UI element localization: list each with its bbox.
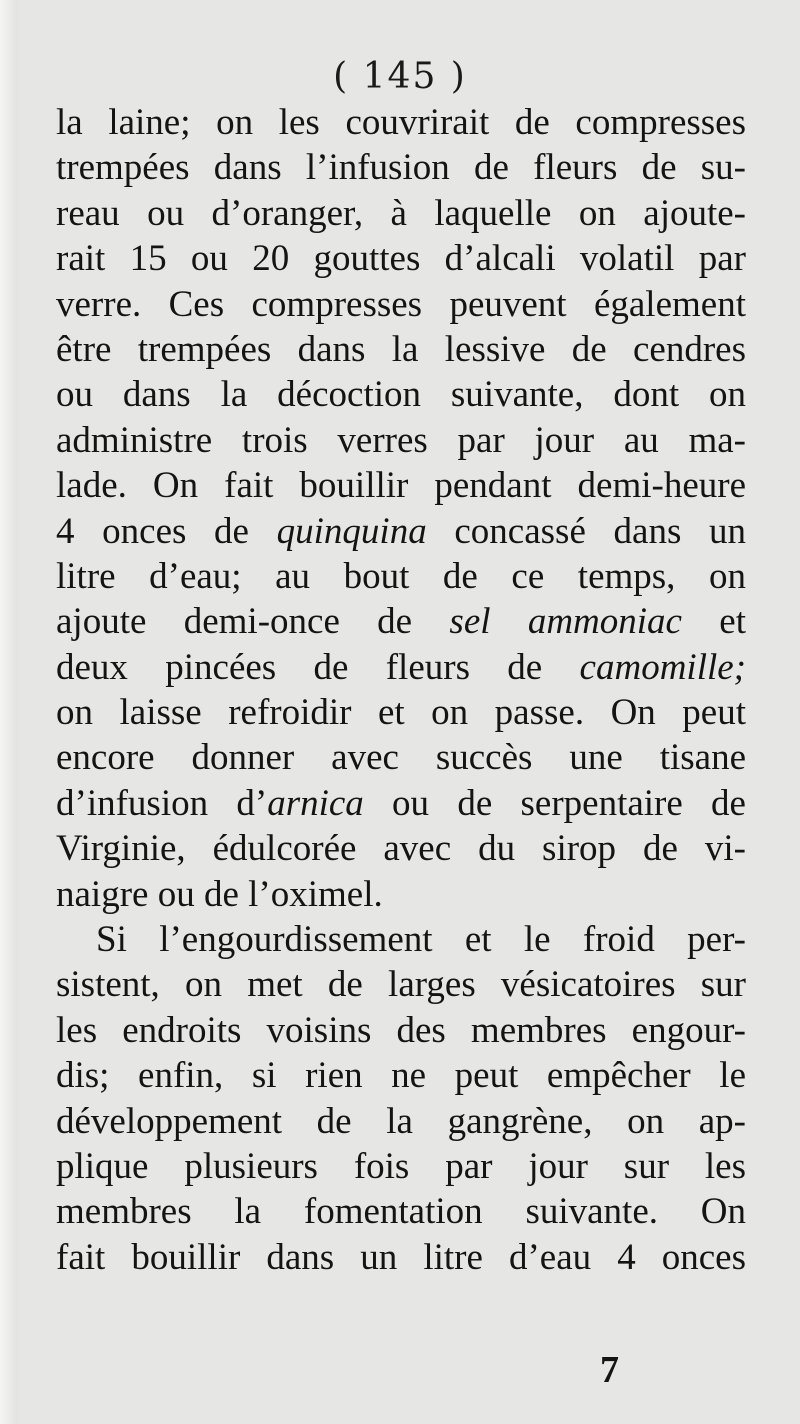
text-line [56,599,746,644]
text-segment: être trempées dans la lessive de cendres [56,328,746,370]
italic-term: sel ammoniac [449,601,682,643]
text-segment: rait 15 ou 20 gouttes d’alcali volatil par [56,238,746,280]
text-line [56,917,746,962]
text-line [56,509,746,554]
text-segment: administre trois verres par jour au ma- [56,419,746,461]
text-segment: on laisse refroidir et on passe. On peut [56,692,746,734]
text-line [56,100,746,145]
text-line [56,191,746,236]
text-line [56,372,746,417]
text-segment: les endroits voisins des membres engour- [56,1009,746,1051]
text-line [56,826,746,871]
text-segment: concassé dans un [426,510,747,552]
page-number: ( 145 ) [333,56,467,97]
text-segment: litre d’eau; au bout de ce temps, on [56,555,746,597]
text-line [56,236,746,281]
text-line [56,872,746,917]
text-segment: Virginie, édulcorée avec du sirop de vi- [56,828,746,870]
text-line [56,463,746,508]
text-segment: et [681,601,746,643]
text-segment: Si l’engourdissement et le froid per- [96,919,746,961]
text-line [56,282,746,327]
text-line [56,1144,746,1189]
text-segment: trempées dans l’infusion de fleurs de su- [56,147,746,189]
text-segment: verre. Ces compresses peuvent également [56,283,746,325]
text-segment: dis; enfin, si rien ne peut empêcher le [56,1055,746,1097]
text-segment: naigre ou de l’oximel. [56,873,383,915]
text-segment: sistent, on met de larges vésicatoires sur [56,964,746,1006]
text-segment: deux pincées de fleurs de [56,646,580,688]
text-segment: développement de la gangrène, on ap- [56,1100,746,1142]
text-line [56,554,746,599]
italic-term: quinquina [276,510,427,552]
text-line [56,690,746,735]
text-line [56,1235,746,1280]
text-segment: ajoute demi-once de [56,601,450,643]
text-line [56,327,746,372]
text-segment: fait bouillir dans un litre d’eau 4 onces [56,1236,746,1278]
text-segment: encore donner avec succès une tisane [56,737,746,779]
text-segment: 4 onces de [56,510,277,552]
signature-mark: 7 [600,1349,619,1391]
text-line [56,145,746,190]
text-line [56,1189,746,1234]
text-segment: lade. On fait bouillir pendant demi-heure [56,465,746,507]
text-line [56,781,746,826]
text-segment: ou de serpentaire de [363,782,746,824]
text-segment: ou dans la décoction suivante, dont on [56,374,746,416]
text-segment: d’infusion d’ [56,782,268,824]
text-line [56,962,746,1007]
body-text [56,100,746,1280]
italic-term: arnica [267,782,364,824]
italic-term: camomille; [579,646,746,688]
text-line [56,645,746,690]
page-left-edge [0,0,18,1424]
text-segment: la laine; on les couvrirait de compresses [56,102,746,143]
text-segment: reau ou d’oranger, à laquelle on ajoute- [56,192,746,234]
text-line [56,418,746,463]
text-line [56,1008,746,1053]
text-segment: plique plusieurs fois par jour sur les [56,1145,746,1187]
text-line [56,1099,746,1144]
text-line [56,1053,746,1098]
text-segment: membres la fomentation suivante. On [56,1191,746,1233]
text-line [56,735,746,780]
